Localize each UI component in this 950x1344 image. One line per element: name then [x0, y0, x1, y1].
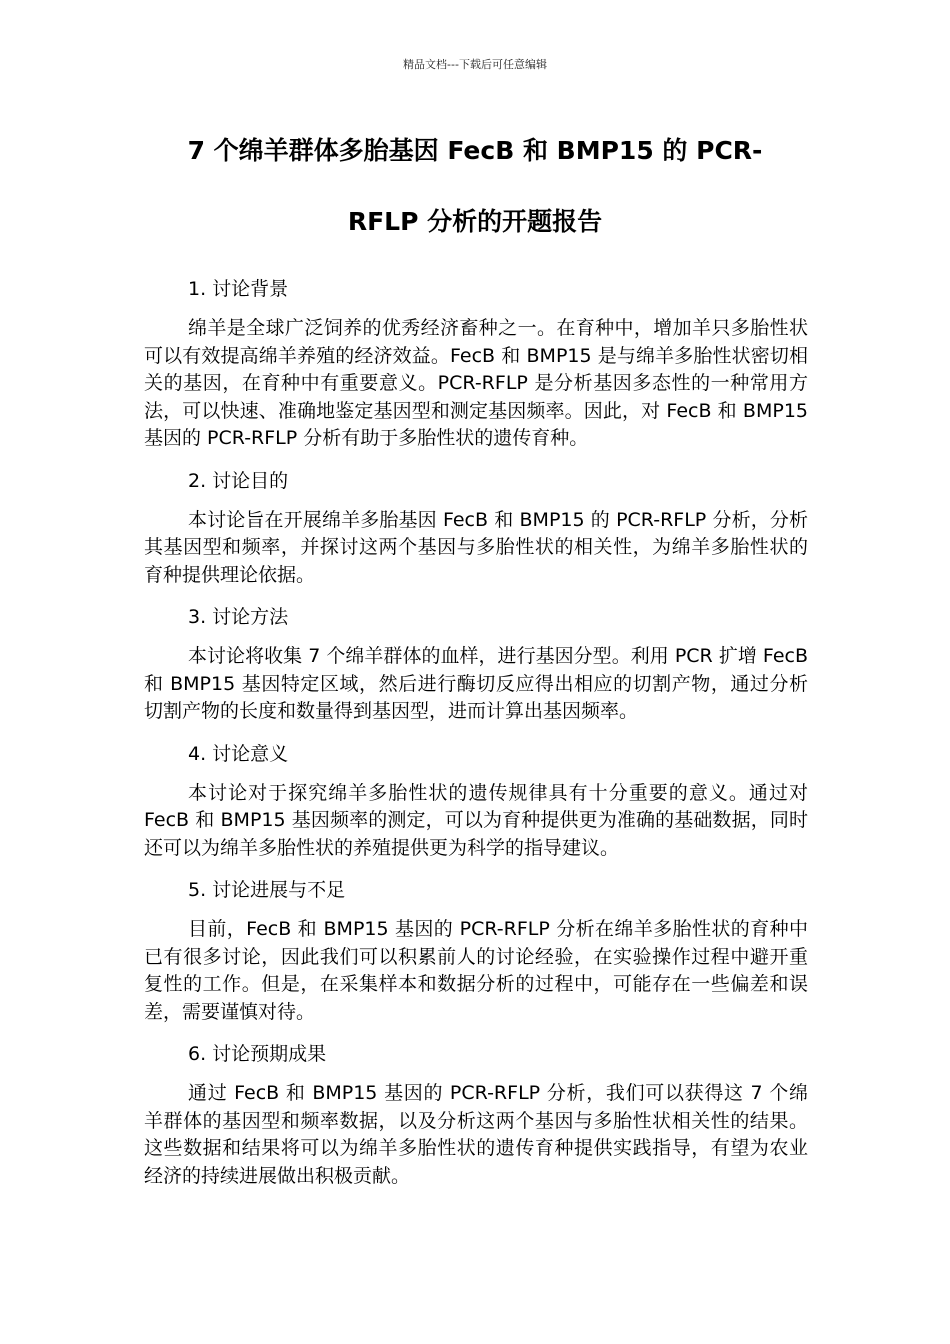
section-paragraph: 本讨论对于探究绵羊多胎性状的遗传规律具有十分重要的意义。通过对 FecB 和 BMP15 基因频率的测定，可以为育种提供更为准确的基础数据，同时还可以为绵羊多胎性状的养殖提供更为科学的指导建议。 [144, 781, 808, 859]
section-expected-results [144, 1038, 808, 1190]
section-paragraph: 绵羊是全球广泛饲养的优秀经济畜种之一。在育种中，增加羊只多胎性状可以有效提高绵羊养殖的经济效益。FecB 和 BMP15 是与绵羊多胎性状密切相关的基因，在育种中有重要意义。PCR-RFLP 是分析基因多态性的一种常用方法，可以快速、准确地鉴定基因型和测定基因频率。因此，对 FecB 和 BMP15 基因的 PCR-RFLP 分析有助于多胎性状的遗传育种。 [144, 317, 808, 449]
section-background [144, 273, 808, 453]
document-body [144, 273, 808, 1202]
section-progress [144, 874, 808, 1026]
section-significance [144, 738, 808, 863]
page-header: 精品文档---下载后可任意编辑 [403, 58, 547, 71]
section-purpose [144, 465, 808, 590]
section-paragraph: 通过 FecB 和 BMP15 基因的 PCR-RFLP 分析，我们可以获得这 7 个绵羊群体的基因型和频率数据，以及分析这两个基因与多胎性状相关性的结果。这些数据和结果将可以为绵羊多胎性状的遗传育种提供实践指导，有望为农业经济的持续进展做出积极贡献。 [144, 1082, 808, 1187]
section-heading: 5. 讨论进展与不足 [188, 879, 346, 901]
section-paragraph: 本讨论将收集 7 个绵羊群体的血样，进行基因分型。利用 PCR 扩增 FecB 和 BMP15 基因特定区域，然后进行酶切反应得出相应的切割产物，通过分析切割产物的长度和数量得到基因型，进而计算出基因频率。 [144, 645, 808, 722]
title-line-1: 7 个绵羊群体多胎基因 FecB 和 BMP15 的 PCR- [187, 136, 763, 165]
section-heading: 3. 讨论方法 [188, 606, 289, 628]
section-heading: 6. 讨论预期成果 [188, 1043, 327, 1065]
section-heading: 1. 讨论背景 [188, 278, 289, 300]
title-line-2: RFLP 分析的开题报告 [347, 207, 603, 236]
section-heading: 4. 讨论意义 [188, 742, 289, 765]
section-method [144, 601, 808, 726]
section-heading: 2. 讨论目的 [188, 469, 289, 492]
section-paragraph: 目前，FecB 和 BMP15 基因的 PCR-RFLP 分析在绵羊多胎性状的育种中已有很多讨论，因此我们可以积累前人的讨论经验，在实验操作过程中避开重复性的工作。但是，在采集样本和数据分析的过程中，可能存在一些偏差和误差，需要谨慎对待。 [144, 918, 808, 1023]
document-title [120, 133, 830, 275]
section-paragraph: 本讨论旨在开展绵羊多胎基因 FecB 和 BMP15 的 PCR-RFLP 分析，分析其基因型和频率，并探讨这两个基因与多胎性状的相关性，为绵羊多胎性状的育种提供理论依据。 [144, 508, 808, 586]
